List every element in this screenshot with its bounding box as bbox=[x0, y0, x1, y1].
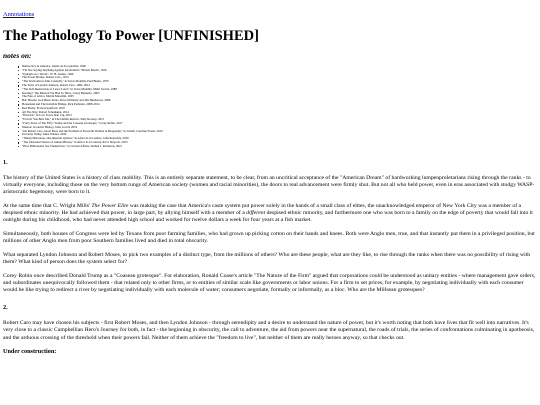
notes-list-item: Red Plenty, Francis Spufford, 2010 bbox=[22, 107, 537, 111]
notes-list-item: The Years of Lyndon Johnson, Robert Caro, 1982–2012 bbox=[22, 84, 537, 88]
paragraph-text: was making the case that America's caste system put power solely in the hands of a small class of elites, the unacknowledged emperor of New York City was a member of a despised ethnic minority. He had achieved that power, in large part, by allying himself with a member of a bbox=[3, 202, 522, 216]
notes-list-item: The Power Broker, Robert Caro, 1974 bbox=[22, 76, 537, 80]
section-1-heading: 1. bbox=[3, 158, 8, 166]
notes-list-item: Keating!: The Musical We Had To Have, Casey Bennetto, 2005 bbox=[22, 92, 537, 96]
paragraph-separation: What separated Lyndon Johnson and Robert Moses, to pick two examples of a distinct type, from the millions of others? Who are these people, what are they like, to rise through the ranks when there was no possibility of rising with them? What kind of person does the system select for? bbox=[3, 251, 531, 265]
paragraph-text: At the same time that C. Wright Mills' bbox=[3, 202, 92, 209]
annotations-link[interactable]: Annotations bbox=[3, 11, 35, 18]
notes-list-item: Illusion: A Global History, Julia Lovell, 2019 bbox=[22, 126, 537, 130]
notes-list-item: "Forty Years of The Fifty: Trump and the Coasean Grotesque," Corey Robin, 2017 bbox=[22, 122, 537, 126]
notes-list bbox=[3, 65, 537, 149]
notes-list-item: "The Liberated Stories of Guinea Bissau," in Africa Is A Country, Ricci Shryock, 2023 bbox=[22, 141, 537, 145]
paragraph-power-elite bbox=[3, 203, 537, 225]
paragraph-coasean: Corey Robin once described Donald Trump as a "Coasean grotesque". For elaboration, Ronald Coase's article "The Nature of the Firm" argued that corporations could be understood as unitary entities - where management gave orders, and subordinates unequivocally followed them - that related only to other firms, or to entities of similar scale like governments or labor unions. For a firm to set prices, for example, by negotiating individually with each consumer would be like trying to redirect a river by negotiating individually with each molecule of water; consumers negotiate, formally or informally, as a bloc. Who are the Millsean grotesques? bbox=[3, 272, 536, 293]
paragraph-caro: Robert Caro may have chosen his subjects - first Robert Moses, and then Lyndon Johnson - through serendipity and a desire to understand the nature of power, but it's worth noting that both have lives that fit well into narratives. It's very close to a classic Campbellian Hero's Journey for both, in fact - the beginning in obscurity, the call to adventure, the aid from powers near the supernatural, the roads of trials, the series of confrontations culminating in apotheosis, and the arduous crossing of the threshold when their powers fail. Neither of them achieve the "freedom to live", but neither of them are really heroes anyway, so that checks out. bbox=[3, 320, 535, 341]
under-construction-heading: Under construction: bbox=[3, 348, 57, 356]
paragraph-class-mobility: The history of the United States is a history of class mobility. This is an entirely separate statement, to be clear, from an uncritical acceptance of the "American Dream" of hardworking lumpenproletarians rising through the ranks - to virtually everyone, including those on the very bottom rungs of American society (women and racial minorities), the doors to real advancement were firmly shut. But not all who held power, even in eras associated with stodgy WASP-aristocratic hegemony, were born to it. bbox=[3, 174, 535, 195]
notes-list-item: Democracy in America, Alexis de Tocqueville, 1840 bbox=[22, 65, 537, 69]
book-title-power-elite: The Power Elite bbox=[91, 202, 129, 209]
notes-list-item: Houseland and The Invisible Bridge, Rick Perlstein, 2008-2014 bbox=[22, 103, 537, 107]
notes-list-item: "The Truth About John Connally," in Texas Monthly, Paul Burka, 1979 bbox=[22, 80, 537, 84]
notes-list-item: "On Robert Caro, Great Men, and the Problem of Powerful Women in Biography," in Lithub, Caroline Fraser, 2019 bbox=[22, 130, 537, 134]
notes-list-item: Uncanny Valley, Anna Wiener, 2020 bbox=[22, 133, 537, 137]
notes-list-item: Bob Hawke: God Bless Texas, Dave McNeely and Jim Henderson, 2008 bbox=[22, 99, 537, 103]
notes-list-item: "Things Maradona, anti-imperial symbol," in Africa Is A Country, John Reynolds, 2020 bbox=[22, 137, 537, 141]
notes-list-item: All The Way, Robert Schenkkan, 2014 bbox=[22, 111, 537, 115]
notes-list-item: "The Self-Destruction of Lance Laird," in Texas Monthly, Mimi Swartz, 1988 bbox=[22, 88, 537, 92]
section-2-heading: 2. bbox=[3, 304, 8, 312]
notes-list-item: "Even If You Beat Me," in The Dublin Review, Sally Rooney, 2015 bbox=[22, 118, 537, 122]
paragraph-congress: Simultaneously, both houses of Congress were led by Texans from poor farming families, who had grown up picking cotton on their hands and knees. Both were Anglo men, true, and that instantly put them in a privileged position, but millions of other Anglo men from poor Southern families lived and died in total obscurity. bbox=[3, 230, 535, 244]
paragraph-text: despised ethnic minority, and furthermore one who was born to a family on the edge of poverty that would fall into it outright during his childhood, who had never attended high school and worked for twelve dollars a week for four years at a fish market. bbox=[3, 209, 533, 224]
notes-list-item: The Fate of Africa, Martin Meredith, 2005 bbox=[22, 95, 537, 99]
emphasis-different: different bbox=[246, 209, 266, 216]
notes-list-item: "Harvard," in Cow Town, Dan Cig, 2015 bbox=[22, 114, 537, 118]
notes-list-item: "I'm Not Saying Anything Against Alcoholism," Bertolt Brecht, 1926 bbox=[22, 69, 537, 73]
notes-heading: notes on: bbox=[3, 51, 32, 60]
page-title: The Pathology To Power [UNFINISHED] bbox=[3, 28, 259, 44]
notes-list-item: "Epitaph on a Tyrant", W. H. Auden, 1940 bbox=[22, 73, 537, 77]
notes-list-item: "How Billionaires See Themselves," in Current Affairs, Nathan J. Robinson, 2021 bbox=[22, 145, 537, 149]
